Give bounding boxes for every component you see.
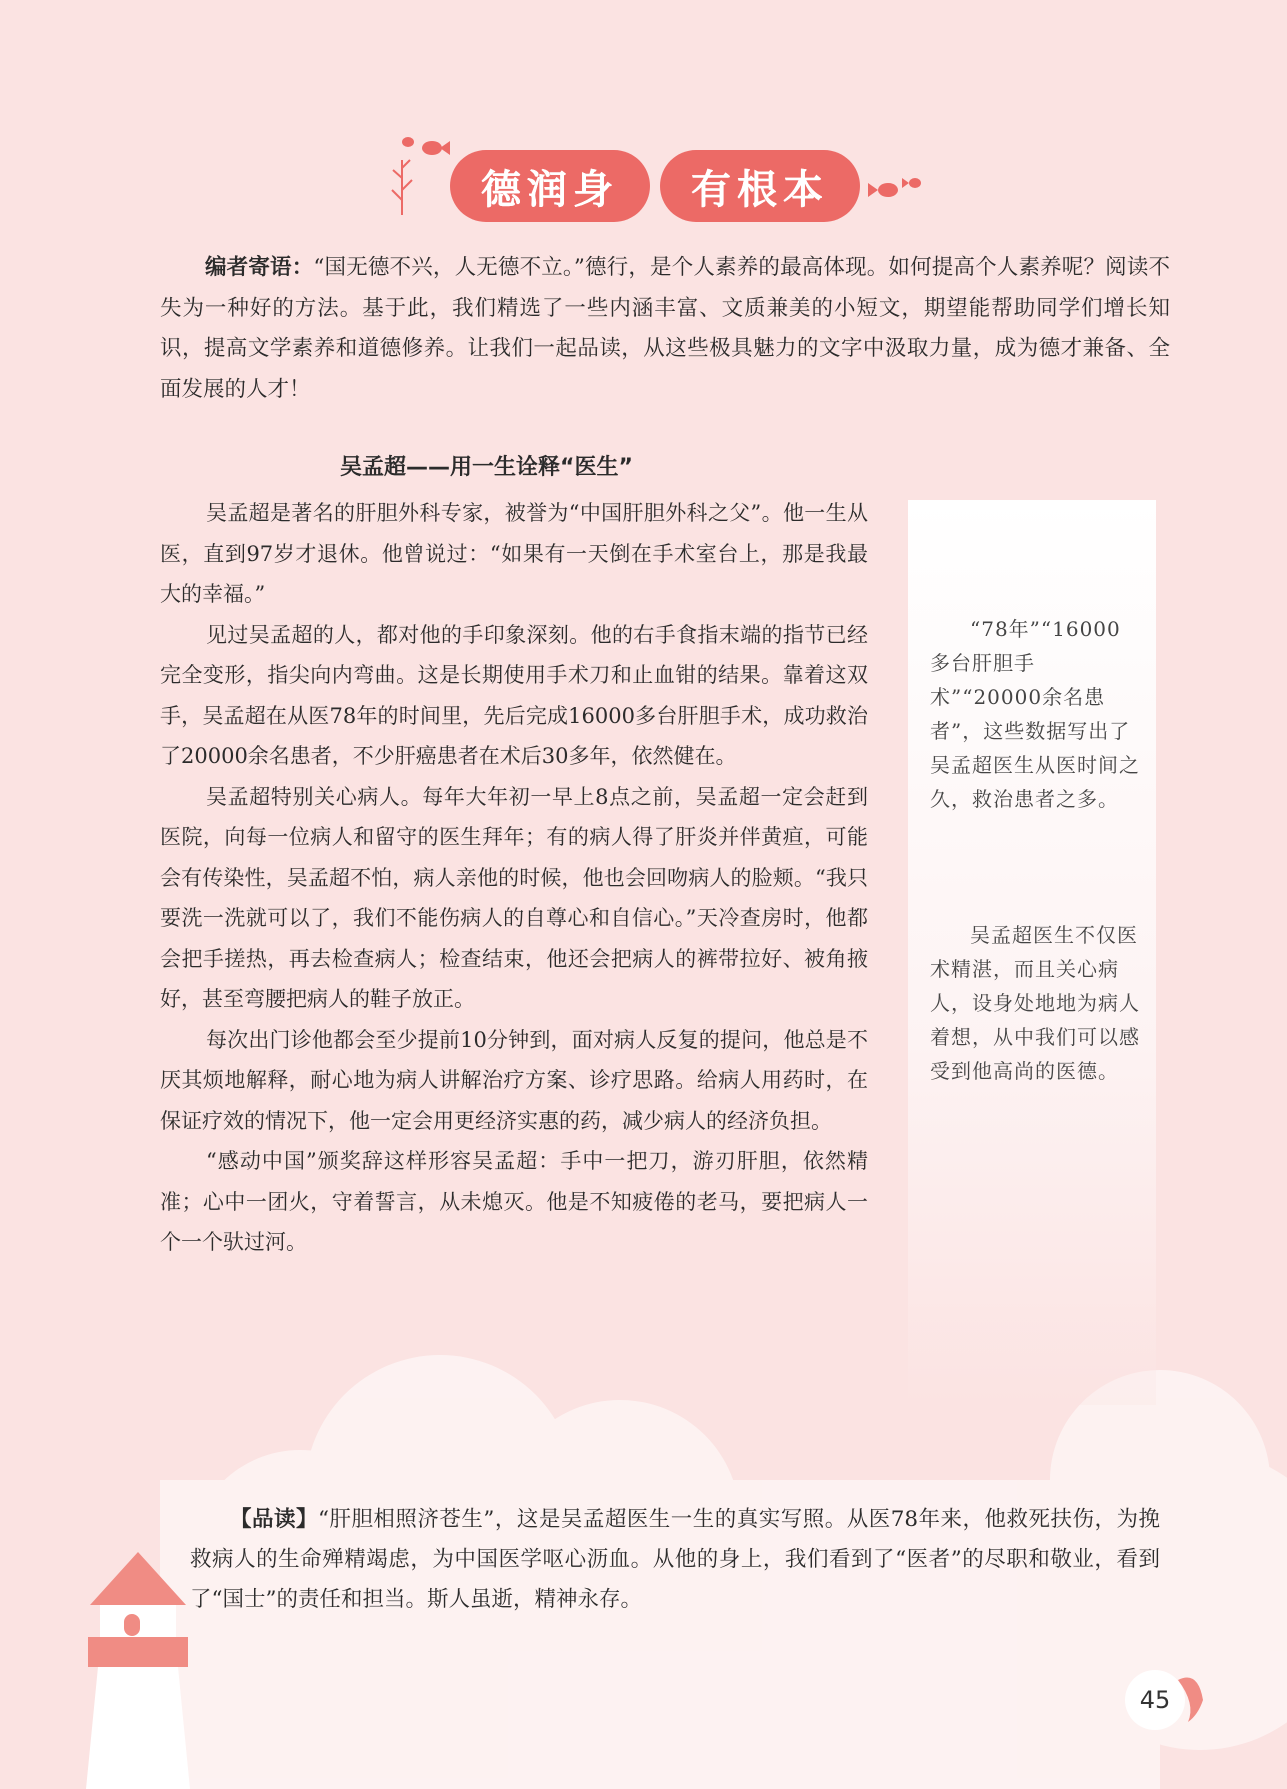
article-body (160, 493, 868, 1263)
page-number: 45 (1125, 1670, 1185, 1730)
reading-label: 【品读】 (230, 1507, 318, 1532)
article-paragraph: “感动中国”颁奖辞这样形容吴孟超：手中一把刀，游刃肝胆，依然精准；心中一团火，守着誓言，从未熄灭。他是不知疲倦的老马，要把病人一个一个驮过河。 (160, 1149, 868, 1254)
article-paragraph: 吴孟超是著名的肝胆外科专家，被誉为“中国肝胆外科之父”。他一生从医，直到97岁才退休。他曾说过：“如果有一天倒在手术室台上，那是我最大的幸福。” (160, 501, 868, 606)
article-title: 吴孟超——用一生诠释“医生” (340, 455, 633, 480)
reading-text: “肝胆相照济苍生”，这是吴孟超医生一生的真实写照。从医78年来，他救死扶伤，为挽救病人的生命殚精竭虑，为中国医学呕心沥血。从他的身上，我们看到了“医者”的尽职和敬业，看到了“国士”的责任和担当。斯人虽逝，精神永存。 (190, 1507, 1160, 1612)
header-word-2: 有根本 (660, 150, 860, 222)
editor-note-text: “国无德不兴，人无德不立。”德行，是个人素养的最高体现。如何提高个人素养呢？阅读不失为一种好的方法。基于此，我们精选了一些内涵丰富、文质兼美的小短文，期望能帮助同学们增长知识，提高文学素养和道德修养。让我们一起品读，从这些极具魅力的文字中汲取力量，成为德才兼备、全面发展的人才！ (160, 255, 1170, 402)
header-word-1: 德润身 (450, 150, 650, 222)
side-note: 吴孟超医生不仅医术精湛，而且关心病人，设身处地地为病人着想，从中我们可以感受到他高尚的医德。 (930, 923, 1140, 1083)
editor-note-label: 编者寄语： (205, 255, 314, 280)
editor-note (160, 248, 1170, 410)
article-paragraph: 见过吴孟超的人，都对他的手印象深刻。他的右手食指末端的指节已经完全变形，指尖向内弯曲。这是长期使用手术刀和止血钳的结果。靠着这双手，吴孟超在从医78年的时间里，先后完成16000多台肝胆手术，成功救治了20000余名患者，不少肝癌患者在术后30多年，依然健在。 (160, 622, 868, 768)
article-paragraph: 吴孟超特别关心病人。每年大年初一早上8点之前，吴孟超一定会赶到医院，向每一位病人和留守的医生拜年；有的病人得了肝炎并伴黄疸，可能会有传染性，吴孟超不怕，病人亲他的时候，他也会回吻病人的脸颊。“我只要洗一洗就可以了，我们不能伤病人的自尊心和自信心。”天冷查房时，他都会把手搓热，再去检查病人；检查结束，他还会把病人的裤带拉好、被角掖好，甚至弯腰把病人的鞋子放正。 (160, 784, 868, 1011)
reading-note (190, 1500, 1160, 1620)
side-note: “78年”“16000多台肝胆手术”“20000余名患者”，这些数据写出了吴孟超医生从医时间之久，救治患者之多。 (930, 617, 1140, 811)
section-header (380, 130, 940, 230)
side-annotation-panel (908, 500, 1156, 1405)
article-paragraph: 每次出门诊他都会至少提前10分钟到，面对病人反复的提问，他总是不厌其烦地解释，耐心地为病人讲解治疗方案、诊疗思路。给病人用药时，在保证疗效的情况下，他一定会用更经济实惠的药，减少病人的经济负担。 (160, 1027, 868, 1133)
